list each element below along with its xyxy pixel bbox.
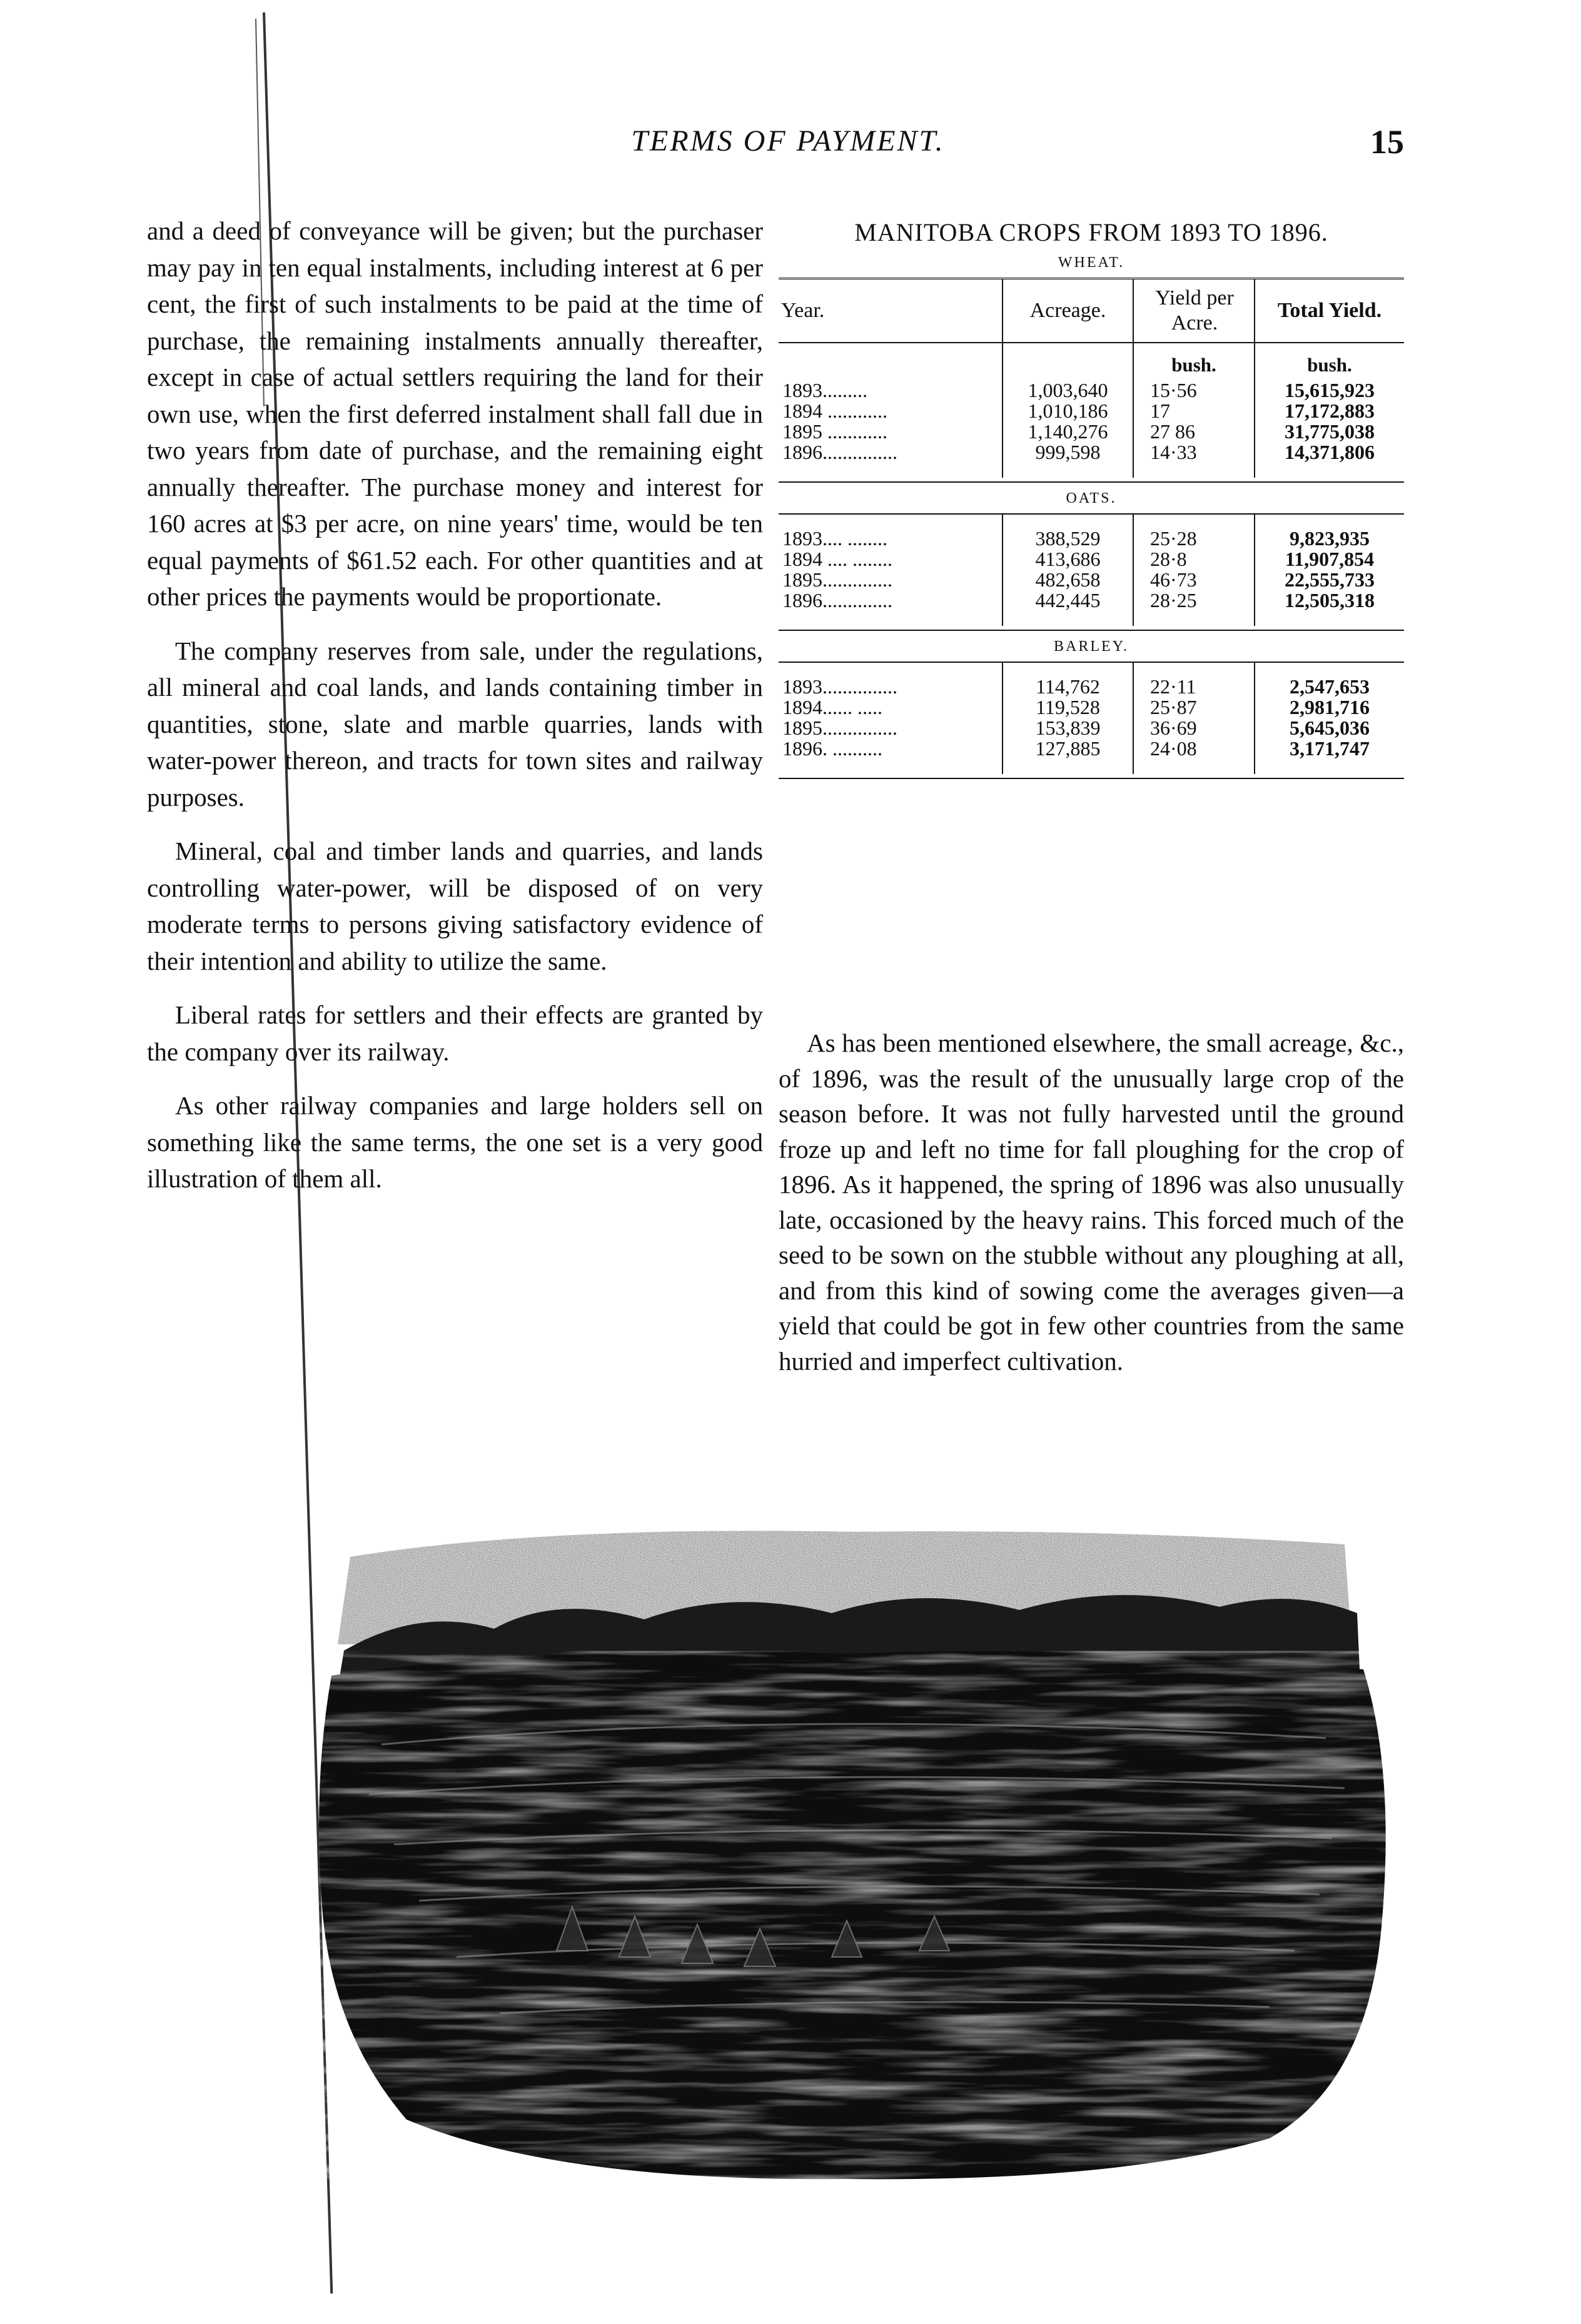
paragraph-mineral-lands: Mineral, coal and timber lands and quarries, and lands controlling water-power, will be disposed of on very moderate terms to persons giving satisfactory evidence of their intention and ability to utilize the same. [147,837,763,975]
unit-total: bush. [1255,343,1404,380]
cell-total: 22,555,733 [1255,570,1404,590]
cell-year: 1896. .......... [782,737,882,760]
section-divider [779,481,1404,483]
cell-yield: 25·87 [1133,697,1255,718]
cell-acreage: 1,003,640 [1003,380,1133,401]
header-total-yield: Total Yield. [1255,279,1404,343]
table-header-row [779,279,1404,343]
header-year: Year. [779,279,1003,343]
cell-total: 5,645,036 [1255,718,1404,738]
cell-acreage: 153,839 [1003,718,1133,738]
cell-acreage: 127,885 [1003,738,1133,774]
cell-total: 2,547,653 [1255,663,1404,697]
table-row [779,663,1404,697]
crops-table-block [779,206,1404,779]
cell-yield: 36·69 [1133,718,1255,738]
paragraph-reserves: The company reserves from sale, under the regulations, all mineral and coal lands, and lands containing timber in quantities, stone, slate and marble quarries, lands with water-power thereon, and tracts for town sites and railway purposes. [147,636,763,812]
cell-acreage: 413,686 [1003,549,1133,570]
cell-yield: 15·56 [1133,380,1255,401]
table-row [779,549,1404,570]
right-column-text [779,1025,1404,1379]
cell-yield: 25·28 [1133,515,1255,549]
page-number: 15 [1370,123,1404,161]
cell-yield: 27 86 [1133,421,1255,442]
cell-acreage: 388,529 [1003,515,1133,549]
table-row [779,738,1404,774]
table-title: MANITOBA CROPS FROM 1893 TO 1896. [854,218,1328,246]
cell-year: 1896............... [782,441,897,463]
cell-yield: 28·8 [1133,549,1255,570]
section-label-barley: BARLEY. [1054,638,1129,655]
cell-total: 11,907,854 [1255,549,1404,570]
table-row [779,590,1404,626]
cell-total: 9,823,935 [1255,515,1404,549]
cell-total: 3,171,747 [1255,738,1404,774]
crops-table-barley [779,663,1404,774]
table-row [779,697,1404,718]
cell-yield: 17 [1133,401,1255,421]
table-row [779,401,1404,421]
unit-yield: bush. [1133,343,1255,380]
cell-yield: 14·33 [1133,442,1255,478]
cell-year: 1893............... [782,675,897,698]
cell-acreage: 482,658 [1003,570,1133,590]
table-bottom-rule [779,778,1404,779]
units-row [779,343,1404,380]
photograph-image [294,1519,1401,2195]
section-label-wheat: WHEAT. [1058,254,1125,271]
table-row [779,570,1404,590]
cell-total: 17,172,883 [1255,401,1404,421]
cell-total: 12,505,318 [1255,590,1404,626]
cell-acreage: 114,762 [1003,663,1133,697]
cell-acreage: 1,010,186 [1003,401,1133,421]
cell-year: 1896.............. [782,589,892,611]
table-row [779,718,1404,738]
cell-yield: 46·73 [1133,570,1255,590]
cell-total: 15,615,923 [1255,380,1404,401]
cell-year: 1895.............. [782,568,892,591]
cell-year: 1894 .... ........ [782,548,892,570]
section-label-oats: OATS. [1066,490,1117,506]
cell-year: 1895 ............ [782,420,887,443]
cell-year: 1895............... [782,717,897,739]
crops-table [779,278,1404,478]
cell-acreage: 119,528 [1003,697,1133,718]
left-column [147,213,763,1215]
cell-total: 14,371,806 [1255,442,1404,478]
table-row [779,442,1404,478]
cell-yield: 28·25 [1133,590,1255,626]
cell-year: 1894 ............ [782,400,887,422]
cell-yield: 24·08 [1133,738,1255,774]
running-head: TERMS OF PAYMENT. [631,124,945,158]
paragraph-liberal-rates: Liberal rates for settlers and their effects are granted by the company over its railway. [147,1000,763,1066]
section-divider [779,630,1404,631]
header-acreage: Acreage. [1003,279,1133,343]
cell-acreage: 999,598 [1003,442,1133,478]
cell-total: 31,775,038 [1255,421,1404,442]
crops-table-oats [779,515,1404,626]
cell-total: 2,981,716 [1255,697,1404,718]
cell-year: 1893......... [782,379,867,401]
cell-year: 1894...... ..... [782,696,882,718]
cell-yield: 22·11 [1133,663,1255,697]
paragraph-other-companies: As other railway companies and large holders sell on something like the same terms, the one set is a very good illustration of them all. [147,1091,763,1193]
header-yield-per-acre: Yield per Acre. [1133,279,1255,343]
paragraph-small-acreage: As has been mentioned elsewhere, the small acreage, &c., of 1896, was the result of the unusually large crop of the season before. It was not fully harvested until the ground froze up and left no time for fall ploughing for the crop of 1896. As it happened, the spring of 1896 was also unusually late, occasioned by the heavy rains. This forced much of the seed to be sown on the stubble without any ploughing at all, and from this kind of sowing come the averages given—a yield that could be got in few other countries from the same hurried and imperfect cultivation. [779,1029,1404,1376]
table-row [779,515,1404,549]
cell-year: 1893.... ........ [782,527,887,550]
table-row [779,421,1404,442]
paragraph-terms: and a deed of conveyance will be given; but the purchaser may pay in ten equal instalments, including interest at 6 per cent, the first of such instalments to be paid at the time of purchase, the remaining instalments annually thereafter, except in case of actual settlers requiring the land for their own use, when the first deferred instalment shall fall due in two years from date of purchase, and the remaining eight annually thereafter. The purchase money and interest for 160 acres at $3 per acre, on nine years' time, would be ten equal payments of $61.52 each. For other quantities and at other prices the payments would be proportionate. [147,216,763,611]
field-photograph [294,1519,1401,2195]
cell-acreage: 1,140,276 [1003,421,1133,442]
table-row [779,380,1404,401]
cell-acreage: 442,445 [1003,590,1133,626]
